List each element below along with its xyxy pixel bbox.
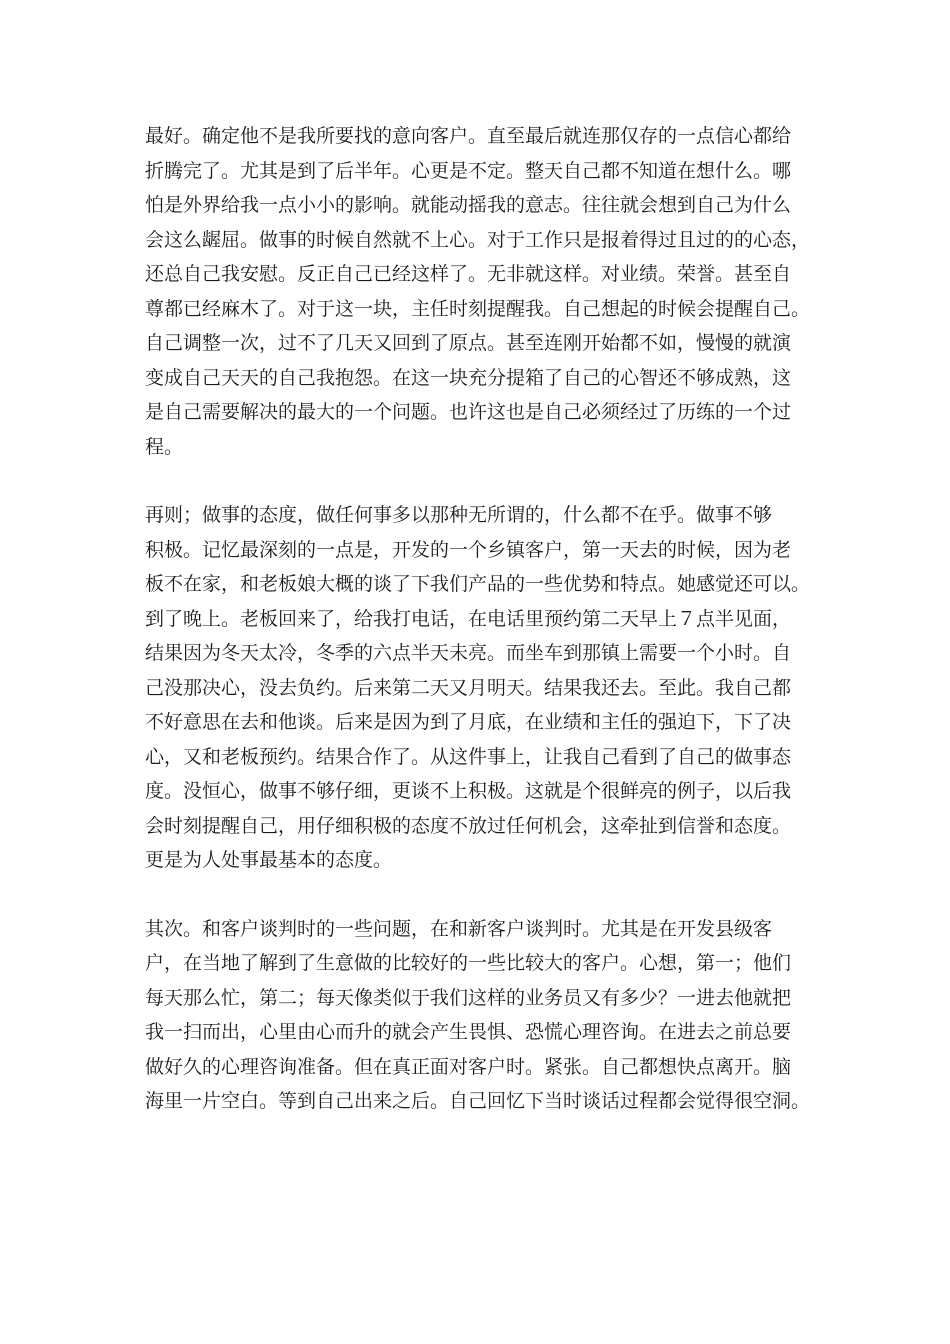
text-line: 还总自己我安慰。反正自己已经这样了。无非就这样。对业绩。荣誉。甚至自 (145, 263, 792, 285)
paragraph-2 (145, 498, 811, 878)
text-line: 其次。和客户谈判时的一些问题，在和新客户谈判时。尤其是在开发县级客 (145, 917, 773, 940)
text-line: 板不在家，和老板娘大概的谈了下我们产品的一些优势和特点。她感觉还可以。 (145, 573, 811, 595)
text-line: 尊都已经麻木了。对于这一块，主任时刻提醒我。自己想起的时候会提醒自己。 (145, 297, 811, 320)
text-line: 会这么龌屈。做事的时候自然就不上心。对于工作只是报着得过且过的的心态， (145, 228, 811, 251)
text-line: 变成自己天天的自己我抱怨。在这一块充分提箱了自己的心智还不够成熟，这 (145, 366, 792, 389)
text-line: 己没那决心，没去负约。后来第二天又月明天。结果我还去。至此。我自己都 (145, 676, 792, 699)
document-body (145, 119, 811, 1119)
text-line: 折腾完了。尤其是到了后半年。心更是不定。整天自己都不知道在想什么。哪 (145, 159, 792, 182)
text-line: 不好意思在去和他谈。后来是因为到了月底，在业绩和主任的强迫下，下了决 (145, 711, 792, 733)
text-line: 会时刻提醒自己，用仔细积极的态度不放过任何机会，这牵扯到信誉和态度。 (145, 814, 792, 837)
text-line: 做好久的心理咨询准备。但在真正面对客户时。紧张。自己都想快点离开。脑 (145, 1055, 792, 1078)
paragraph-3 (145, 912, 811, 1119)
text-line: 心，又和老板预约。结果合作了。从这件事上，让我自己看到了自己的做事态 (145, 745, 792, 768)
text-line: 再则；做事的态度，做任何事多以那种无所谓的，什么都不在乎。做事不够 (145, 504, 773, 526)
text-line: 是自己需要解决的最大的一个问题。也许这也是自己必须经过了历练的一个过 (145, 401, 792, 423)
text-line: 自己调整一次，过不了几天又回到了原点。甚至连刚开始都不如，慢慢的就演 (145, 332, 792, 354)
text-line: 积极。记忆最深刻的一点是，开发的一个乡镇客户，第一天去的时候，因为老 (145, 538, 792, 561)
text-line: 每天那么忙，第二；每天像类似于我们这样的业务员又有多少？一进去他就把 (145, 986, 792, 1009)
text-line: 程。 (145, 435, 184, 458)
text-line: 我一扫而出，心里由心而升的就会产生畏惧、恐慌心理咨询。在进去之前总要 (145, 1021, 792, 1043)
text-line: 到了晚上。老板回来了，给我打电话，在电话里预约第二天早上７点半见面， (145, 607, 792, 630)
text-line: 海里一片空白。等到自己出来之后。自己回忆下当时谈话过程都会觉得很空洞。 (145, 1090, 811, 1112)
text-line: 结果因为冬天太冷，冬季的六点半天未亮。而坐车到那镇上需要一个小时。自 (145, 642, 792, 664)
text-line: 最好。确定他不是我所要找的意向客户。直至最后就连那仅存的一点信心都给 (145, 125, 792, 147)
text-line: 户，在当地了解到了生意做的比较好的一些比较大的客户。心想，第一；他们 (145, 952, 792, 974)
text-line: 更是为人处事最基本的态度。 (145, 849, 393, 871)
text-line: 度。没恒心，做事不够仔细，更谈不上积极。这就是个很鲜亮的例子，以后我 (145, 780, 792, 802)
paragraph-1 (145, 119, 811, 464)
text-line: 怕是外界给我一点小小的影响。就能动摇我的意志。往往就会想到自己为什么 (145, 194, 792, 216)
paragraph-spacer (145, 464, 805, 498)
paragraph-spacer (145, 878, 805, 912)
